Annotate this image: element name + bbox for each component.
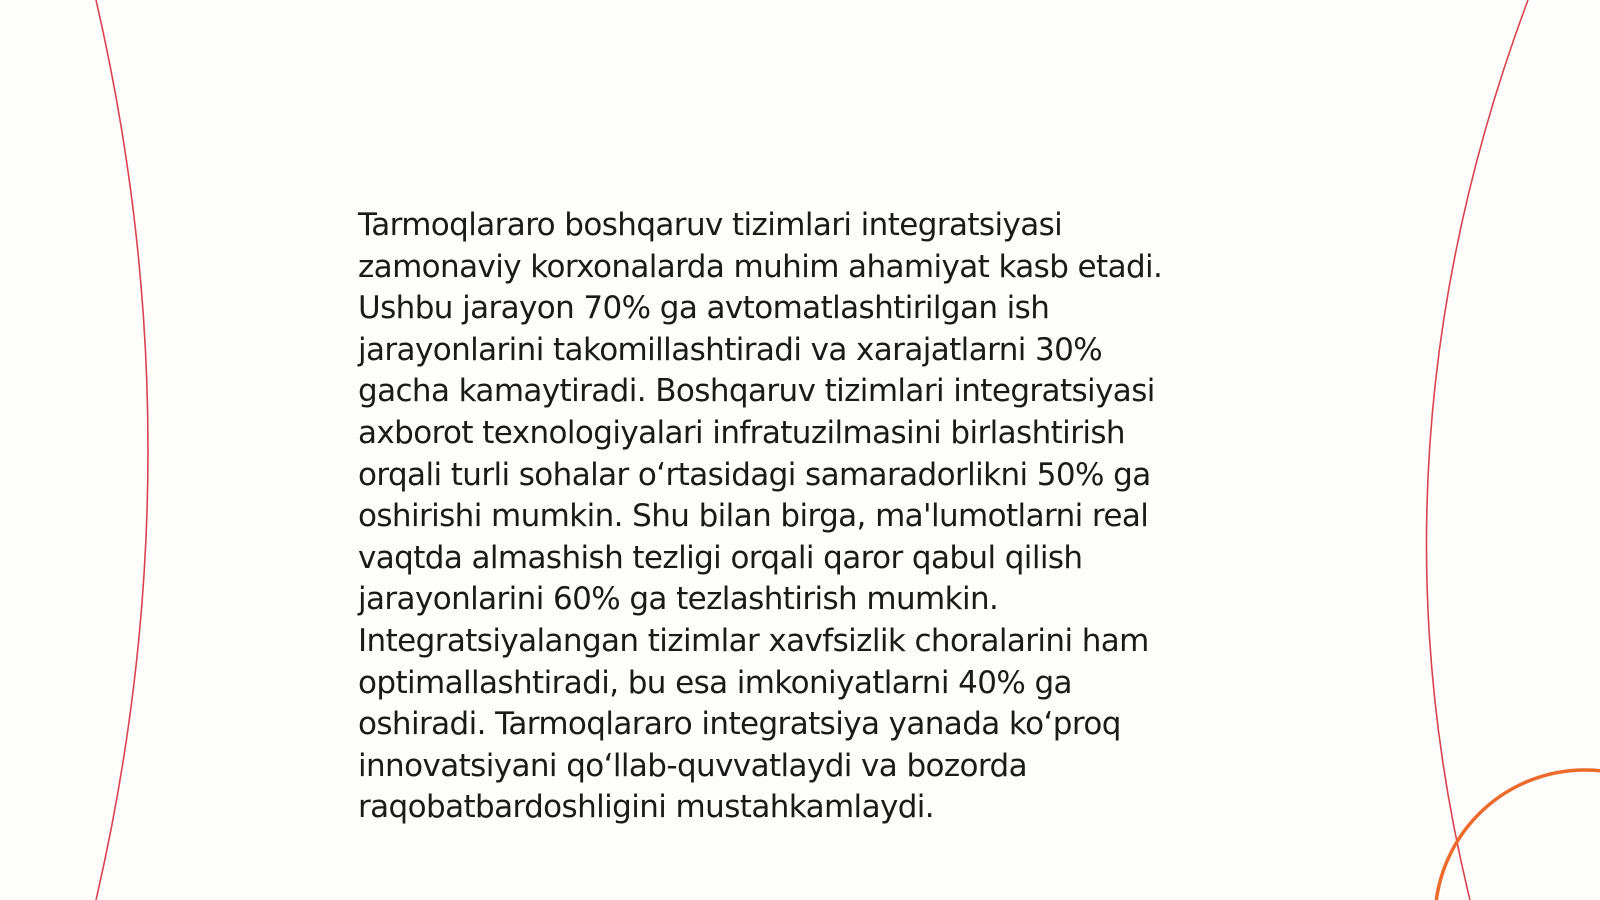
text-line: innovatsiyani qo‘llab-quvvatlaydi va bozorda (358, 747, 1027, 784)
paragraph-text (358, 205, 1258, 829)
text-line: oshirishi mumkin. Shu bilan birga, ma'lumotlarni real (358, 498, 1149, 535)
text-line: oshiradi. Tarmoqlararo integratsiya yanada ko‘proq (358, 706, 1121, 743)
text-line: jarayonlarini 60% ga tezlashtirish mumkin. (358, 581, 999, 618)
text-line: gacha kamaytiradi. Boshqaruv tizimlari integratsiyasi (358, 373, 1155, 410)
text-line: Tarmoqlararo boshqaruv tizimlari integratsiyasi (358, 207, 1063, 243)
orange-circle-arc (1435, 770, 1600, 900)
text-line: jarayonlarini takomillashtiradi va xarajatlarni 30% (358, 331, 1103, 368)
text-line: vaqtda almashish tezligi orqali qaror qabul qilish (358, 539, 1083, 576)
text-line: zamonaviy korxonalarda muhim ahamiyat kasb etadi. (358, 248, 1163, 285)
left-arc-line (96, 0, 148, 900)
text-line: Integratsiyalangan tizimlar xavfsizlik choralarini ham (358, 622, 1149, 659)
text-line: optimallashtiradi, bu esa imkoniyatlarni 40% ga (358, 664, 1072, 701)
right-arc-line (1426, 0, 1528, 900)
text-line: Ushbu jarayon 70% ga avtomatlashtirilgan ish (358, 290, 1050, 327)
text-line: axborot texnologiyalari infratuzilmasini birlashtirish (358, 414, 1125, 451)
text-line: raqobatbardoshligini mustahkamlaydi. (358, 789, 935, 826)
text-line: orqali turli sohalar o‘rtasidagi samaradorlikni 50% ga (358, 456, 1151, 493)
